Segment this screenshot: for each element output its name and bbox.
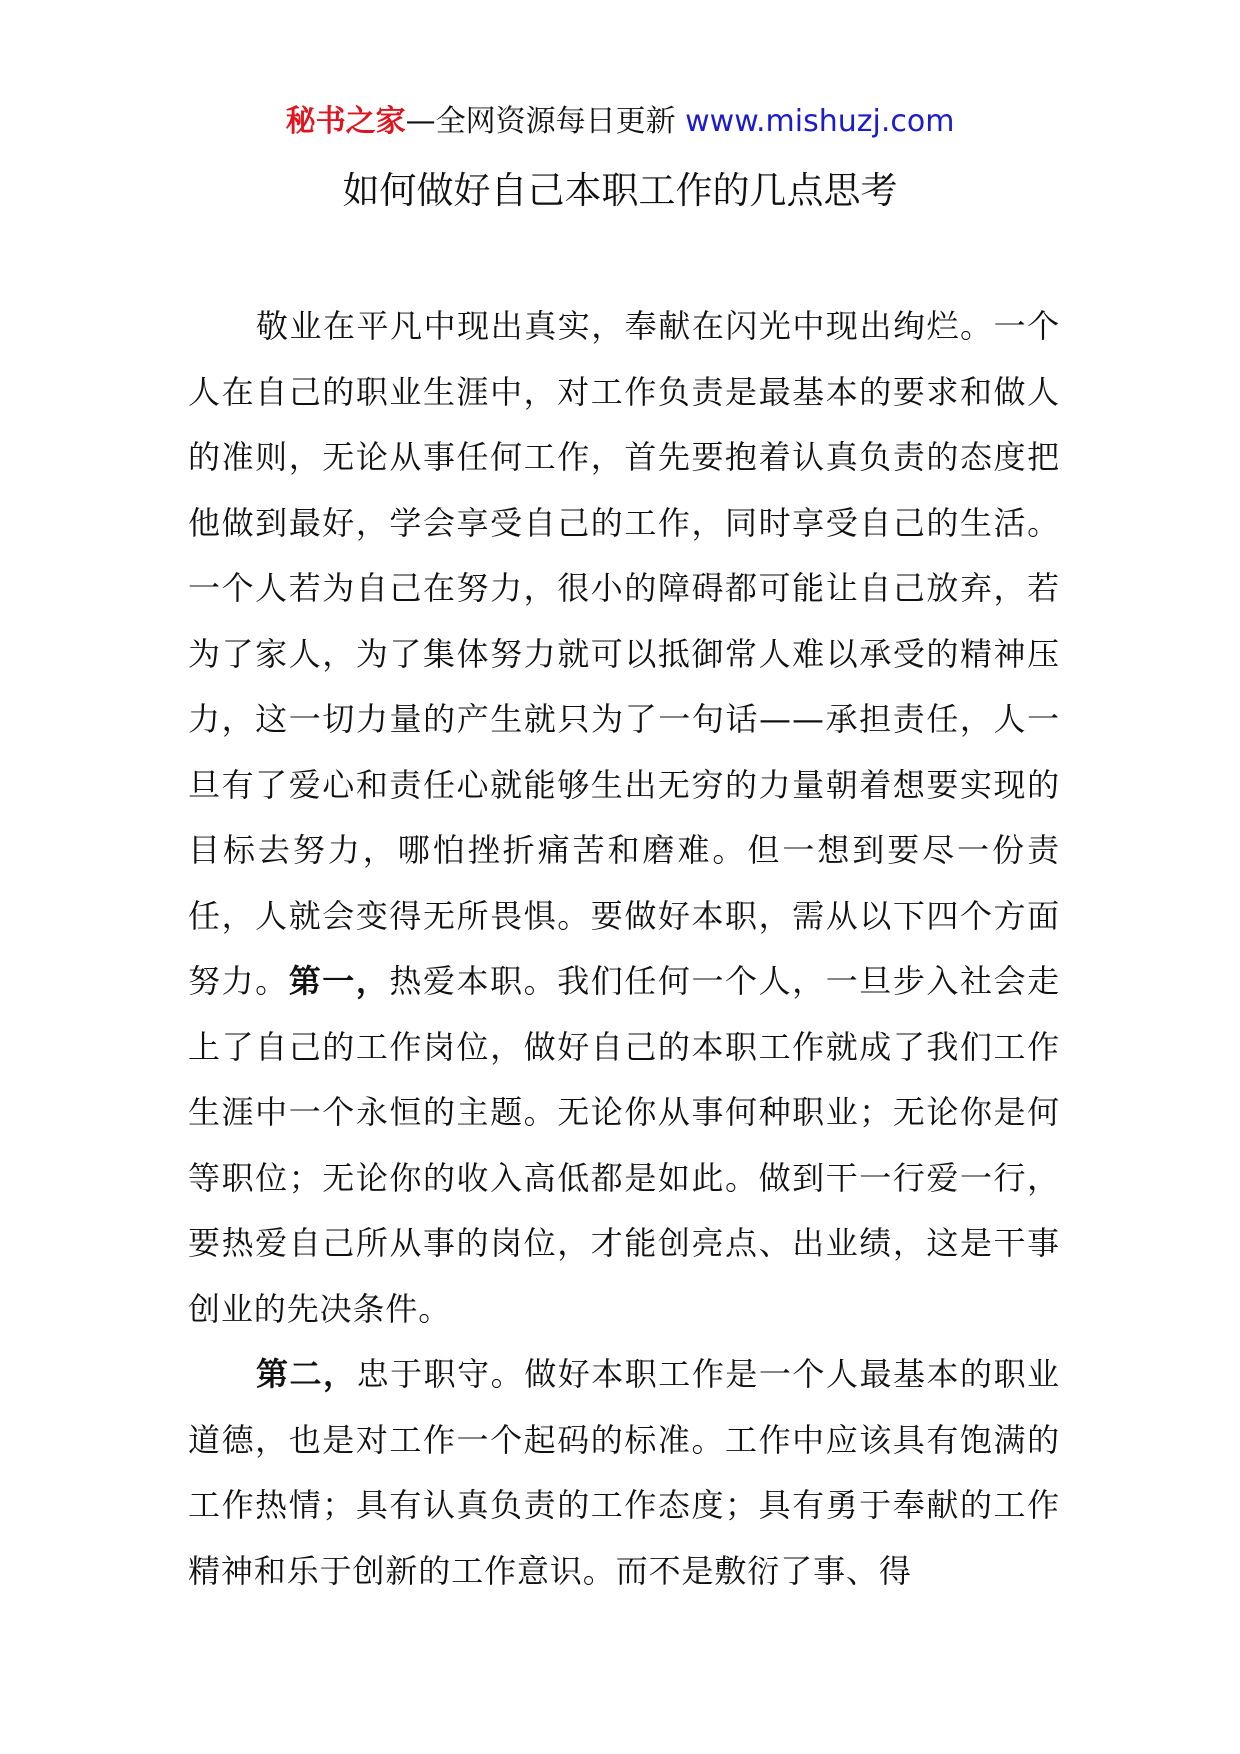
document-title: 如何做好自己本职工作的几点思考 — [342, 169, 898, 212]
paragraph-1 — [188, 294, 1060, 1342]
paragraph-2 — [188, 1342, 1060, 1604]
site-url-link[interactable]: www.mishuzj.com — [685, 104, 955, 139]
point-1-text: 热爱本职。我们任何一个人，一旦步入社会走上了自己的工作岗位，做好自己的本职工作就成了我们工作生涯中一个永恒的主题。无论你从事何种职业；无论你是何等职位；无论你的收入高低都是如此。做到干一行爱一行，要热爱自己所从事的岗位，才能创亮点、出业绩，这是干事创业的先决条件。 — [188, 962, 1061, 1328]
point-1-label: 第一， — [288, 962, 390, 1000]
point-2-text: 忠于职守。做好本职工作是一个人最基本的职业道德，也是对工作一个起码的标准。工作中应该具有饱满的工作热情；具有认真负责的工作态度；具有勇于奉献的工作精神和乐于创新的工作意识。而不是敷衍了事、得 — [188, 1355, 1060, 1590]
point-2-label: 第二， — [256, 1355, 357, 1393]
site-header — [0, 102, 1240, 142]
site-tagline: —全网资源每日更新 — [405, 104, 686, 139]
paragraph-1-intro: 敬业在平凡中现出真实，奉献在闪光中现出绚烂。一个人在自己的职业生涯中，对工作负责是最基本的要求和做人的准则，无论从事任何工作，首先要抱着认真负责的态度把他做到最好，学会享受自己的工作，同时享受自己的生活。一个人若为自己在努力，很小的障碍都可能让自己放弃，若为了家人，为了集体努力就可以抵御常人难以承受的精神压力，这一切力量的产生就只为了一句话——承担责任，人一旦有了爱心和责任心就能够生出无穷的力量朝着想要实现的目标去努力，哪怕挫折痛苦和磨难。但一想到要尽一份责任，人就会变得无所畏惧。要做好本职，需从以下四个方面努力。 — [188, 307, 1060, 1000]
site-brand: 秘书之家 — [285, 104, 406, 139]
document-body — [188, 294, 1060, 1604]
